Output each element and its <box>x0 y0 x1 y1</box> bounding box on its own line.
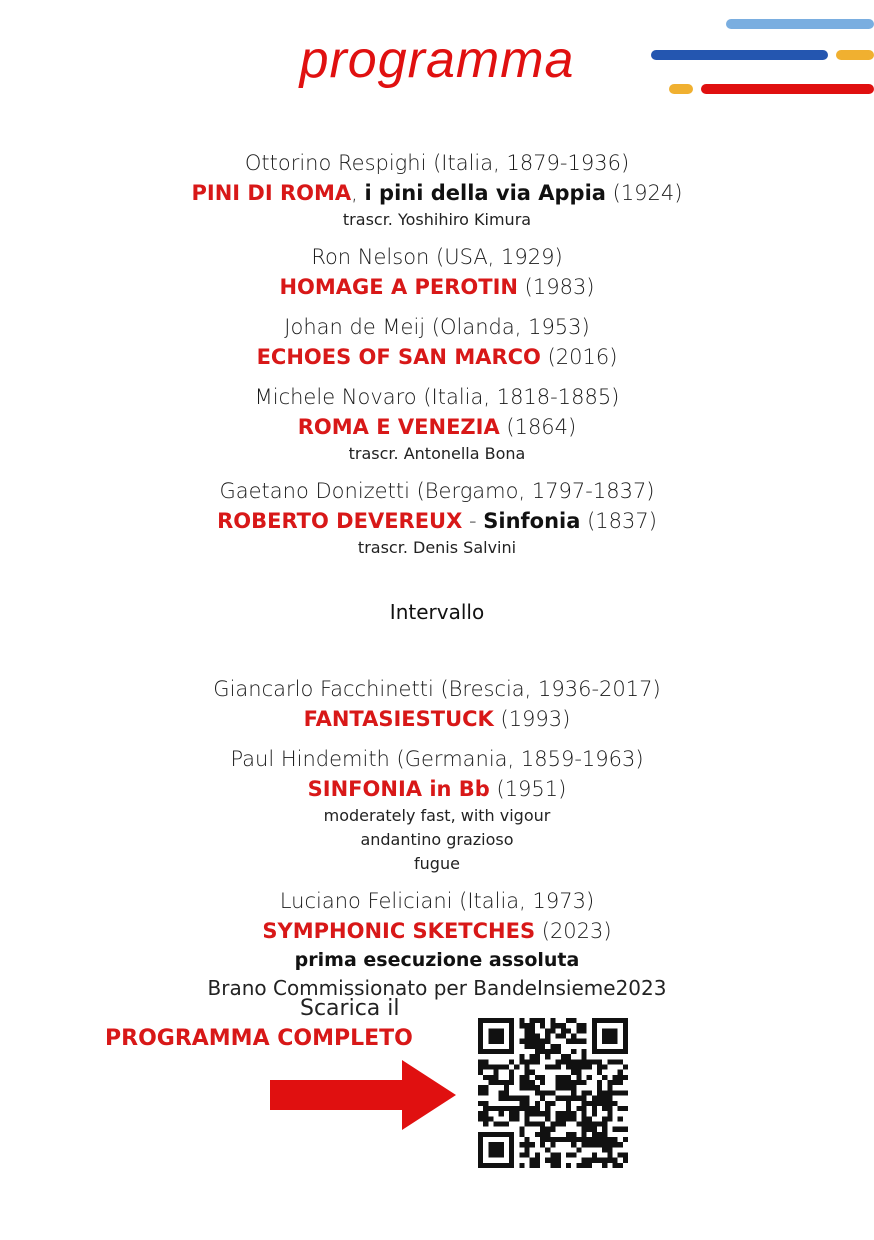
decor-stripe-red <box>701 84 874 94</box>
program-part-2 <box>0 674 874 876</box>
composer-line: Luciano Feliciani (Italia, 1973) <box>279 889 595 913</box>
composer-line: Ottorino Respighi (Italia, 1879-1936) <box>244 151 630 175</box>
program-piece <box>0 886 874 1002</box>
program-piece <box>0 148 874 232</box>
work-title: PINI DI ROMA <box>191 181 352 205</box>
composer-line: Giancarlo Facchinetti (Brescia, 1936-2017) <box>213 677 661 701</box>
composer-line: Gaetano Donizetti (Bergamo, 1797-1837) <box>219 479 655 503</box>
work-year: (1993) <box>493 707 571 731</box>
composer-line: Paul Hindemith (Germania, 1859-1963) <box>230 747 644 771</box>
work-year: (1864) <box>499 415 577 439</box>
decor-stripe-light-blue <box>726 19 874 29</box>
qr-code-icon[interactable] <box>478 1018 628 1168</box>
work-note: moderately fast, with vigour <box>323 806 551 825</box>
work-title: ECHOES OF SAN MARCO <box>256 345 541 369</box>
decor-stripe-yellow <box>836 50 874 60</box>
composer-line: Ron Nelson (USA, 1929) <box>311 245 563 269</box>
work-note: fugue <box>414 854 460 873</box>
work-year: (1924) <box>605 181 683 205</box>
work-title: FANTASIESTUCK <box>303 707 494 731</box>
program-piece <box>0 744 874 876</box>
work-title: HOMAGE A PEROTIN <box>279 275 518 299</box>
program-piece <box>0 476 874 560</box>
download-text: Scarica il <box>300 996 400 1021</box>
work-title: SYMPHONIC SKETCHES <box>262 919 536 943</box>
work-year: (1983) <box>518 275 595 299</box>
work-title: ROBERTO DEVEREUX <box>217 509 463 533</box>
work-title: SINFONIA in Bb <box>307 777 490 801</box>
composer-line: Michele Novaro (Italia, 1818-1885) <box>254 385 620 409</box>
work-separator: , <box>351 181 365 205</box>
work-year: (1837) <box>580 509 657 533</box>
program-list <box>0 148 874 1012</box>
intermission-label: Intervallo <box>389 600 485 624</box>
work-year: (2016) <box>540 345 618 369</box>
composer-line: Johan de Meij (Olanda, 1953) <box>284 315 590 339</box>
program-piece <box>0 312 874 372</box>
work-note: trascr. Antonella Bona <box>348 444 526 463</box>
page-title: programma <box>299 31 575 89</box>
work-subtitle: i pini della via Appia <box>364 181 606 205</box>
work-title: ROMA E VENEZIA <box>297 415 500 439</box>
decor-stripe-yellow-small <box>669 84 693 94</box>
download-title[interactable]: PROGRAMMA COMPLETO <box>105 1026 413 1051</box>
program-piece <box>0 674 874 734</box>
work-line <box>0 775 874 804</box>
work-separator: - <box>462 509 484 533</box>
work-line <box>0 413 874 442</box>
decor-stripe-blue <box>651 50 828 60</box>
work-note: andantino grazioso <box>360 830 514 849</box>
work-year: (1951) <box>489 777 567 801</box>
work-note: trascr. Yoshihiro Kimura <box>342 210 532 229</box>
work-line <box>0 343 874 372</box>
premiere-note: prima esecuzione assoluta <box>294 949 580 971</box>
arrow-right-icon <box>270 1060 460 1130</box>
work-subtitle: Sinfonia <box>483 509 581 533</box>
work-line <box>0 705 874 734</box>
work-note: trascr. Denis Salvini <box>357 538 517 557</box>
program-part-1 <box>0 148 874 560</box>
work-year: (2023) <box>535 919 612 943</box>
work-line <box>0 273 874 302</box>
work-line <box>0 179 874 208</box>
commission-note: Brano Commissionato per BandeInsieme2023 <box>207 976 667 1000</box>
program-piece <box>0 242 874 302</box>
program-piece <box>0 382 874 466</box>
work-line <box>0 917 874 946</box>
work-line <box>0 507 874 536</box>
